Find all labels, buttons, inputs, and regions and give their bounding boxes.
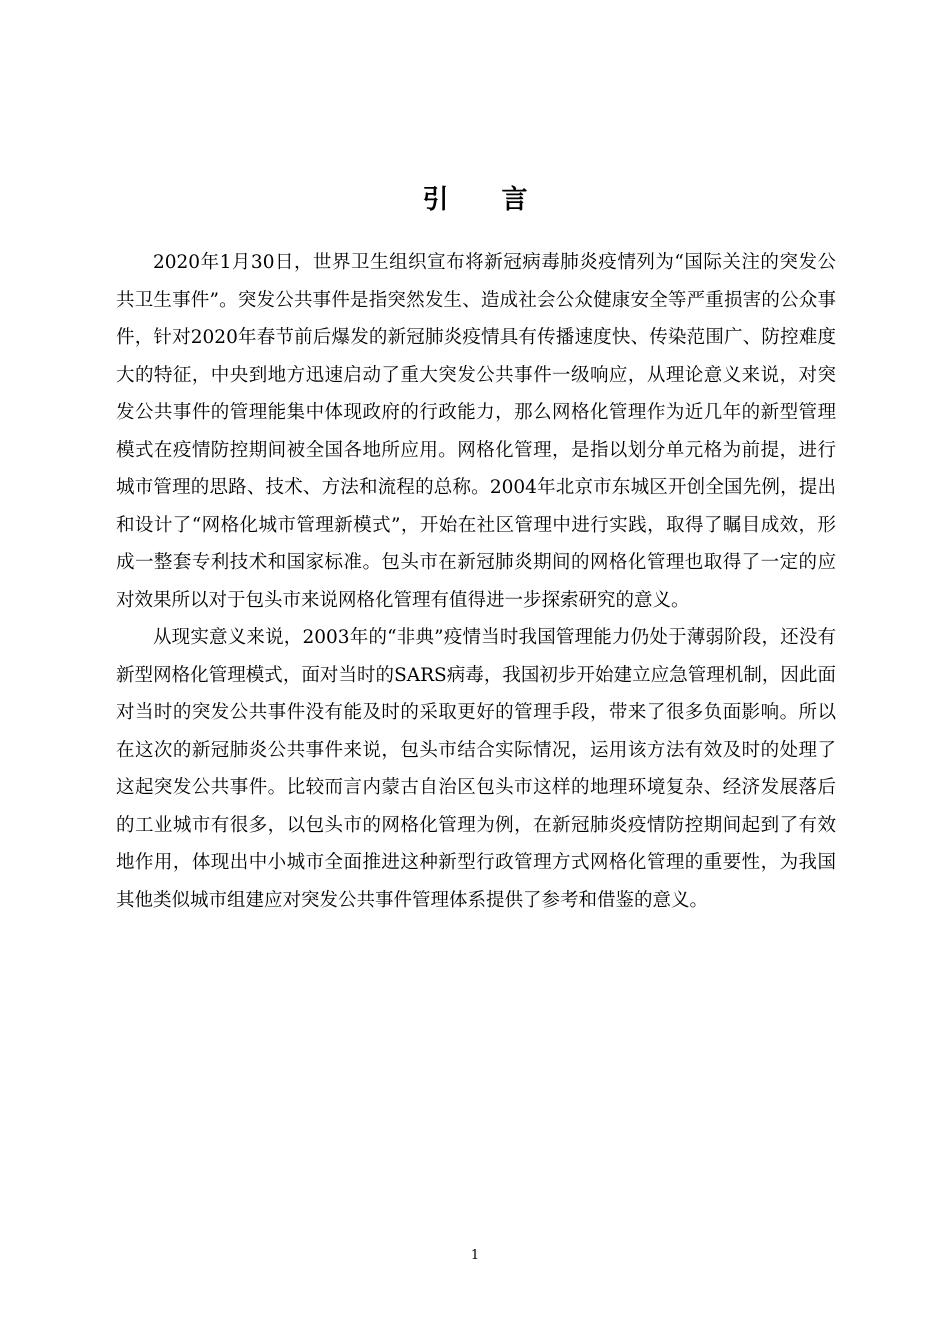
paragraph-2: 从现实意义来说，2003年的“非典”疫情当时我国管理能力仍处于薄弱阶段，还没有新型网格化管理模式，面对当时的SARS病毒，我国初步开始建立应急管理机制，因此面对当时的突发公共事件没有能及时的采取更好的管理手段，带来了很多负面影响。所以在这次的新冠肺炎公共事件来说，包头市结合实际情况，运用该方法有效及时的处理了这起突发公共事件。比较而言内蒙古自治区包头市这样的地理环境复杂、经济发展落后的工业城市有很多，以包头市的网格化管理为例，在新冠肺炎疫情防控期间起到了有效地作用，体现出中小城市全面推进这种新型行政管理方式网格化管理的重要性，为我国其他类似城市组建应对突发公共事件管理体系提供了参考和借鉴的意义。 bbox=[116, 627, 836, 911]
body-text bbox=[116, 244, 836, 919]
page-number: 1 bbox=[470, 1248, 480, 1263]
paragraph-1: 2020年1月30日，世界卫生组织宣布将新冠病毒肺炎疫情列为“国际关注的突发公共卫生事件”。突发公共事件是指突然发生、造成社会公众健康安全等严重损害的公众事件，针对2020年春节前后爆发的新冠肺炎疫情具有传播速度快、传染范围广、防控难度大的特征，中央到地方迅速启动了重大突发公共事件一级响应，从理论意义来说，对突发公共事件的管理能集中体现政府的行政能力，那么网格化管理作为近几年的新型管理模式在疫情防控期间被全国各地所应用。网格化管理，是指以划分单元格为前提，进行城市管理的思路、技术、方法和流程的总称。2004年北京市东城区开创全国先例，提出和设计了“网格化城市管理新模式”，开始在社区管理中进行实践，取得了瞩目成效，形成一整套专利技术和国家标准。包头市在新冠肺炎期间的网格化管理也取得了一定的应对效果所以对于包头市来说网格化管理有值得进一步探索研究的意义。 bbox=[116, 252, 836, 611]
page-title: 引 言 bbox=[422, 185, 550, 215]
